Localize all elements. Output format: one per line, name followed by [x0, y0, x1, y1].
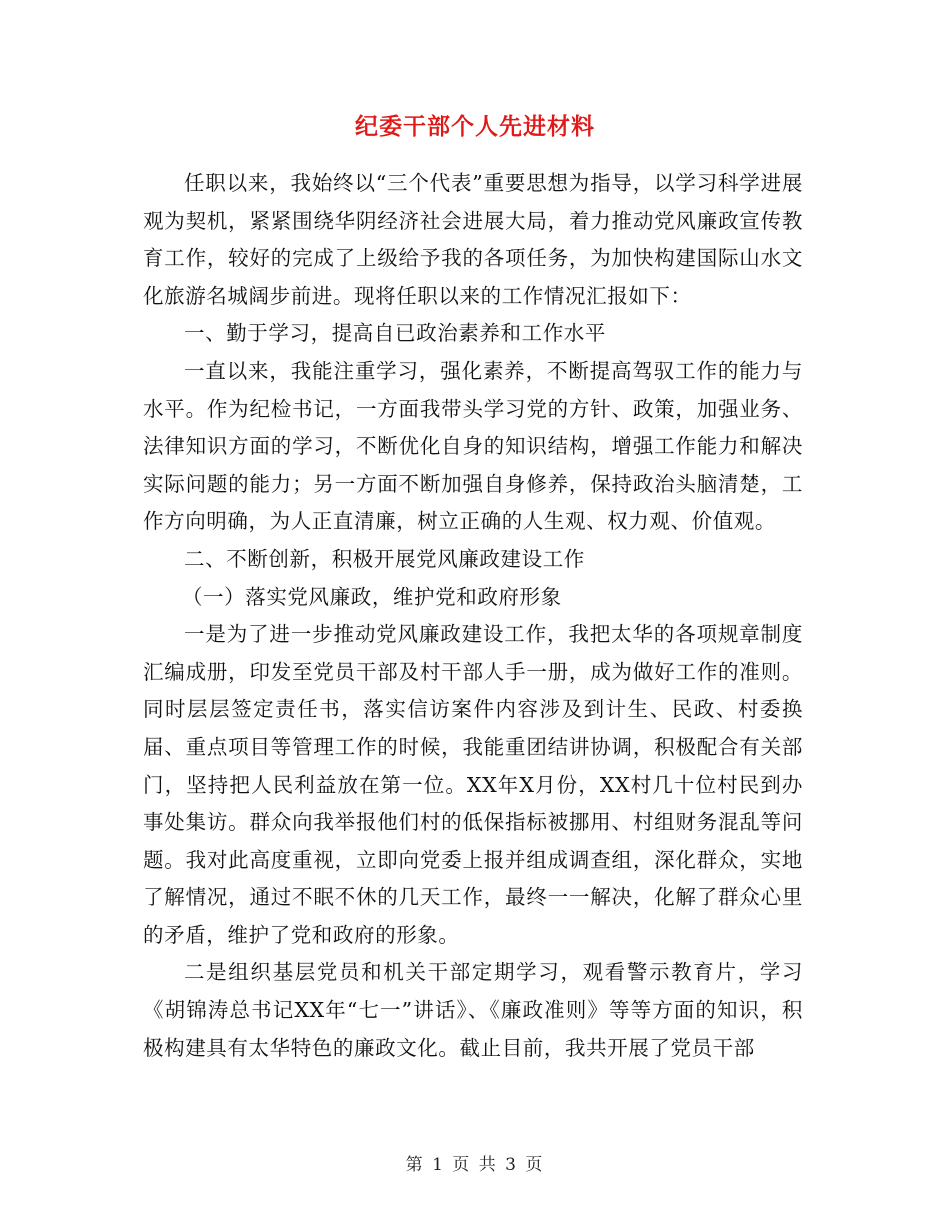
paragraph-first-measure: 一是为了进一步推动党风廉政建设工作，我把太华的各项规章制度汇编成册，印发至党员干部及村干部人手一册，成为做好工作的准则。同时层层签定责任书，落实信访案件内容涉及到计生、民政、村委换届、重点项目等管理工作的时候，我能重团结讲协调，积极配合有关部门，坚持把人民利益放在第一位。XX年X月份，XX村几十位村民到办事处集访。群众向我举报他们村的低保指标被挪用、村组财务混乱等问题。我对此高度重视，立即向党委上报并组成调查组，深化群众，实地了解情况，通过不眠不休的几天工作，最终一一解决，化解了群众心里的矛盾，维护了党和政府的形象。 [143, 622, 803, 947]
paragraph-second-measure: 二是组织基层党员和机关干部定期学习，观看警示教育片，学习《胡锦涛总书记XX年“七一”讲话》、《廉政准则》等等方面的知识，积极构建具有太华特色的廉政文化。截止目前，我共开展了党员干部 [143, 960, 803, 1060]
section-heading-1: 一、勤于学习，提高自已政治素养和工作水平 [184, 321, 606, 346]
page-number-footer: 第 1 页 共 3 页 [405, 1155, 545, 1175]
subsection-heading-1: （一）落实党风廉政，维护党和政府形象 [181, 584, 562, 609]
document-body [143, 165, 803, 1067]
document-title: 纪委干部个人先进材料 [355, 113, 595, 140]
paragraph-study: 一直以来，我能注重学习，强化素养，不断提高驾驭工作的能力与水平。作为纪检书记，一方面我带头学习党的方针、政策，加强业务、法律知识方面的学习，不断优化自身的知识结构，增强工作能力和解决实际问题的能力；另一方面不断加强自身修养，保持政治头脑清楚，工作方向明确，为人正直清廉，树立正确的人生观、权力观、价值观。 [143, 358, 803, 534]
paragraph-intro: 任职以来，我始终以“三个代表”重要思想为指导，以学习科学进展观为契机，紧紧围绕华阴经济社会进展大局，着力推动党风廉政宣传教育工作，较好的完成了上级给予我的各项任务，为加快构建国际山水文化旅游名城阔步前进。现将任职以来的工作情况汇报如下： [143, 171, 803, 308]
section-heading-2: 二、不断创新，积极开展党风廉政建设工作 [184, 546, 585, 571]
